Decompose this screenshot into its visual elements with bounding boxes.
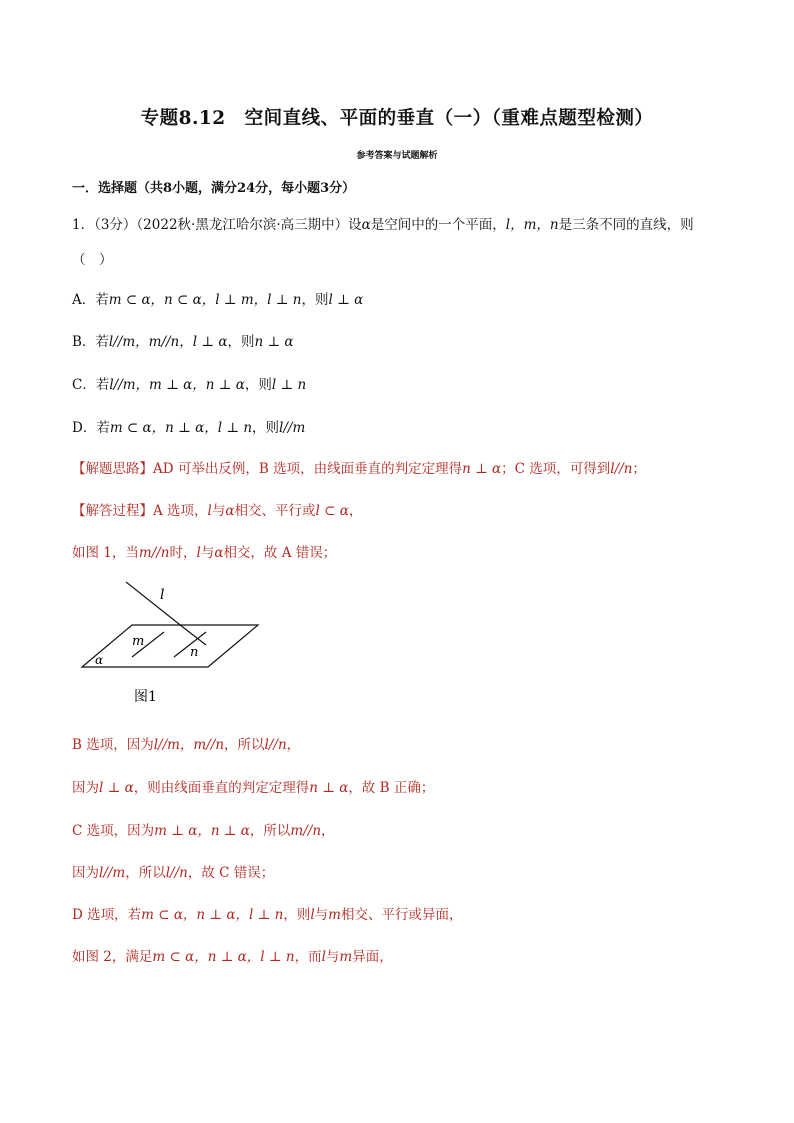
solution-line-4: C 选项，因为m ⊥ α，n ⊥ α，所以m//n， [72,823,335,839]
label-m: m [132,634,145,649]
plane-alpha [82,625,258,667]
solution-process: 【解答过程】A 选项，l与α相交、平行或l ⊂ α， [72,503,363,519]
option-b: B．若l//m，m//n，l ⊥ α，则n ⊥ α [72,334,294,350]
solution-line-5: 因为l//m，所以l//n，故 C 错误； [72,865,275,881]
solution-line-6: D 选项，若m ⊂ α，n ⊥ α，l ⊥ n，则l与m相交、平行或异面， [72,907,463,923]
page-subtitle: 参考答案与试题解析 [356,151,438,161]
page-title: 专题8.12 空间直线、平面的垂直（一）（重难点题型检测） [140,108,654,129]
label-l: l [160,587,165,603]
solution-line-7: 如图 2，满足m ⊂ α，n ⊥ α，l ⊥ n，而l与m异面， [72,949,393,965]
solution-line-1: 如图 1，当m//n时，l与α相交，故 A 错误； [72,545,337,561]
label-n: n [190,645,199,660]
line-l-upper [126,582,184,628]
question-1-stem: 1．（3分）（2022秋·黑龙江哈尔滨·高三期中）设α是空间中的一个平面，l，m，n是三条不同的直线，则 [72,217,694,233]
section-heading: 一．选择题（共8小题，满分24分，每小题3分） [72,181,356,196]
figure-1 [80,580,270,715]
solution-line-2: B 选项，因为l//m，m//n，所以l//n， [72,737,301,753]
option-c: C．若l//m，m ⊥ α，n ⊥ α，则l ⊥ n [72,377,307,393]
label-alpha: α [95,653,104,667]
question-1-paren: （ ） [72,252,113,268]
solution-idea: 【解题思路】AD 可举出反例，B 选项，由线面垂直的判定定理得n ⊥ α；C 选项，可得到l//n； [72,461,646,477]
option-a: A．若m ⊂ α，n ⊂ α，l ⊥ m，l ⊥ n，则l ⊥ α [72,292,364,308]
solution-line-3: 因为l ⊥ α，则由线面垂直的判定定理得n ⊥ α，故 B 正确； [72,780,435,796]
option-d: D．若m ⊂ α，n ⊥ α，l ⊥ n，则l//m [72,420,306,436]
figure-1-caption: 图1 [134,689,157,705]
line-l-lower [184,628,206,645]
